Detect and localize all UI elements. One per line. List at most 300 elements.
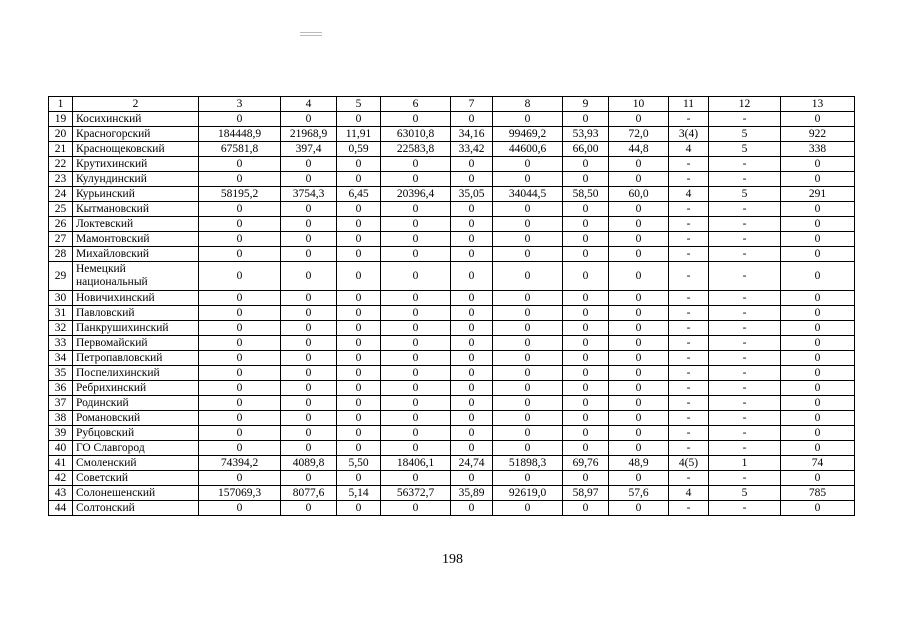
value-cell: 0 <box>381 306 451 321</box>
value-cell: 21968,9 <box>281 127 337 142</box>
district-name-cell: Поспелихинский <box>73 366 199 381</box>
value-cell: 0 <box>281 411 337 426</box>
value-cell: 0 <box>493 202 563 217</box>
value-cell: 0 <box>337 247 381 262</box>
value-cell: 0 <box>281 306 337 321</box>
value-cell: 0 <box>493 112 563 127</box>
value-cell: 0 <box>781 202 855 217</box>
value-cell: 0 <box>563 291 609 306</box>
value-cell: 0 <box>609 426 669 441</box>
value-cell: 0 <box>199 321 281 336</box>
value-cell: 0 <box>381 426 451 441</box>
table-row <box>49 127 855 142</box>
table-row <box>49 232 855 247</box>
value-cell: - <box>709 501 781 516</box>
district-name-cell: Петропавловский <box>73 351 199 366</box>
value-cell: - <box>709 217 781 232</box>
value-cell: 0 <box>781 411 855 426</box>
value-cell: 0 <box>381 291 451 306</box>
value-cell: 0 <box>781 217 855 232</box>
column-header-13: 13 <box>781 97 855 112</box>
value-cell: 0 <box>563 411 609 426</box>
value-cell: 0 <box>451 202 493 217</box>
district-name-cell: Новичихинский <box>73 291 199 306</box>
value-cell: 0 <box>609 157 669 172</box>
value-cell: 0 <box>451 471 493 486</box>
value-cell: 157069,3 <box>199 486 281 501</box>
district-name-cell: Краснощековский <box>73 142 199 157</box>
value-cell: 0 <box>451 426 493 441</box>
value-cell: 0 <box>281 441 337 456</box>
value-cell: 0 <box>781 291 855 306</box>
value-cell: 0 <box>493 262 563 291</box>
value-cell: 0 <box>381 381 451 396</box>
value-cell: 922 <box>781 127 855 142</box>
value-cell: 0 <box>381 112 451 127</box>
row-number-cell: 27 <box>49 232 73 247</box>
value-cell: 0 <box>337 366 381 381</box>
value-cell: 0 <box>781 112 855 127</box>
value-cell: 0 <box>337 306 381 321</box>
value-cell: 4 <box>669 486 709 501</box>
value-cell: 0 <box>781 426 855 441</box>
value-cell: 0 <box>337 381 381 396</box>
table-row <box>49 501 855 516</box>
value-cell: 338 <box>781 142 855 157</box>
value-cell: 0 <box>451 291 493 306</box>
value-cell: 0 <box>609 381 669 396</box>
row-number-cell: 43 <box>49 486 73 501</box>
value-cell: 0 <box>199 366 281 381</box>
value-cell: 0 <box>337 157 381 172</box>
district-data-table <box>48 96 855 516</box>
value-cell: 4 <box>669 187 709 202</box>
value-cell: 4(5) <box>669 456 709 471</box>
table-row <box>49 471 855 486</box>
value-cell: - <box>709 247 781 262</box>
value-cell: 0 <box>781 441 855 456</box>
value-cell: - <box>669 291 709 306</box>
column-header-3: 3 <box>199 97 281 112</box>
value-cell: - <box>669 501 709 516</box>
value-cell: 0 <box>781 351 855 366</box>
column-header-11: 11 <box>669 97 709 112</box>
value-cell: 0 <box>563 306 609 321</box>
value-cell: 0 <box>199 112 281 127</box>
value-cell: 0 <box>281 426 337 441</box>
value-cell: 0 <box>337 471 381 486</box>
value-cell: 0 <box>609 441 669 456</box>
value-cell: 0 <box>381 501 451 516</box>
value-cell: 0 <box>337 501 381 516</box>
value-cell: 5 <box>709 187 781 202</box>
row-number-cell: 19 <box>49 112 73 127</box>
value-cell: 0 <box>337 411 381 426</box>
table-row <box>49 456 855 471</box>
value-cell: 0 <box>609 321 669 336</box>
district-name-cell: Рубцовский <box>73 426 199 441</box>
value-cell: 92619,0 <box>493 486 563 501</box>
value-cell: 0 <box>281 501 337 516</box>
value-cell: 0 <box>381 217 451 232</box>
table-row <box>49 351 855 366</box>
value-cell: - <box>669 172 709 187</box>
value-cell: - <box>669 202 709 217</box>
value-cell: 0,59 <box>337 142 381 157</box>
district-name-cell: Мамонтовский <box>73 232 199 247</box>
value-cell: 5,14 <box>337 486 381 501</box>
value-cell: 0 <box>199 396 281 411</box>
value-cell: 0 <box>337 396 381 411</box>
value-cell: 0 <box>451 336 493 351</box>
value-cell: 0 <box>493 172 563 187</box>
value-cell: 0 <box>199 306 281 321</box>
value-cell: 0 <box>609 396 669 411</box>
value-cell: 0 <box>281 157 337 172</box>
district-name-cell: Кытмановский <box>73 202 199 217</box>
value-cell: - <box>669 217 709 232</box>
value-cell: 0 <box>609 291 669 306</box>
value-cell: 0 <box>337 321 381 336</box>
page-number: 198 <box>442 552 463 567</box>
value-cell: 0 <box>381 157 451 172</box>
value-cell: 0 <box>563 112 609 127</box>
value-cell: - <box>709 381 781 396</box>
value-cell: 0 <box>493 381 563 396</box>
table-row <box>49 441 855 456</box>
value-cell: 0 <box>493 247 563 262</box>
column-header-2: 2 <box>73 97 199 112</box>
value-cell: 0 <box>609 262 669 291</box>
value-cell: 0 <box>493 471 563 486</box>
value-cell: 11,91 <box>337 127 381 142</box>
value-cell: 5,50 <box>337 456 381 471</box>
value-cell: 291 <box>781 187 855 202</box>
value-cell: 0 <box>337 351 381 366</box>
value-cell: - <box>669 411 709 426</box>
value-cell: 0 <box>381 262 451 291</box>
value-cell: 0 <box>451 381 493 396</box>
value-cell: 0 <box>781 336 855 351</box>
value-cell: 0 <box>609 217 669 232</box>
value-cell: 0 <box>781 501 855 516</box>
value-cell: - <box>709 351 781 366</box>
value-cell: 0 <box>451 366 493 381</box>
table-row <box>49 187 855 202</box>
value-cell: 397,4 <box>281 142 337 157</box>
value-cell: 0 <box>781 321 855 336</box>
row-number-cell: 40 <box>49 441 73 456</box>
value-cell: - <box>709 441 781 456</box>
value-cell: 0 <box>381 396 451 411</box>
value-cell: 0 <box>563 351 609 366</box>
value-cell: 0 <box>493 217 563 232</box>
row-number-cell: 23 <box>49 172 73 187</box>
value-cell: 0 <box>199 262 281 291</box>
value-cell: - <box>709 471 781 486</box>
value-cell: 0 <box>493 351 563 366</box>
value-cell: 0 <box>493 426 563 441</box>
value-cell: 0 <box>381 366 451 381</box>
value-cell: 0 <box>563 471 609 486</box>
district-name-cell: Курьинский <box>73 187 199 202</box>
value-cell: 0 <box>381 411 451 426</box>
district-name-cell: Немецкий национальный <box>73 262 199 291</box>
value-cell: 44,8 <box>609 142 669 157</box>
value-cell: 0 <box>609 336 669 351</box>
value-cell: 63010,8 <box>381 127 451 142</box>
value-cell: 5 <box>709 142 781 157</box>
value-cell: 0 <box>563 247 609 262</box>
value-cell: 0 <box>199 426 281 441</box>
value-cell: 3754,3 <box>281 187 337 202</box>
value-cell: 35,89 <box>451 486 493 501</box>
value-cell: 0 <box>493 411 563 426</box>
value-cell: 0 <box>451 262 493 291</box>
value-cell: 0 <box>337 336 381 351</box>
data-table-container <box>48 96 855 516</box>
value-cell: - <box>669 262 709 291</box>
district-name-cell: Солонешенский <box>73 486 199 501</box>
table-row <box>49 142 855 157</box>
value-cell: 0 <box>281 232 337 247</box>
value-cell: - <box>669 471 709 486</box>
value-cell: 58,97 <box>563 486 609 501</box>
district-name-cell: Панкрушихинский <box>73 321 199 336</box>
value-cell: 0 <box>199 441 281 456</box>
row-number-cell: 34 <box>49 351 73 366</box>
value-cell: 0 <box>199 202 281 217</box>
row-number-cell: 30 <box>49 291 73 306</box>
value-cell: 0 <box>563 501 609 516</box>
table-row <box>49 172 855 187</box>
value-cell: 0 <box>281 112 337 127</box>
value-cell: 0 <box>451 501 493 516</box>
value-cell: 0 <box>281 202 337 217</box>
row-number-cell: 33 <box>49 336 73 351</box>
value-cell: 67581,8 <box>199 142 281 157</box>
value-cell: 0 <box>781 247 855 262</box>
value-cell: 0 <box>281 396 337 411</box>
value-cell: 0 <box>493 306 563 321</box>
column-header-8: 8 <box>493 97 563 112</box>
value-cell: 0 <box>563 441 609 456</box>
value-cell: 0 <box>781 381 855 396</box>
value-cell: 0 <box>281 366 337 381</box>
value-cell: 0 <box>609 247 669 262</box>
value-cell: 0 <box>337 112 381 127</box>
value-cell: - <box>709 112 781 127</box>
value-cell: 0 <box>337 291 381 306</box>
row-number-cell: 44 <box>49 501 73 516</box>
value-cell: 0 <box>451 306 493 321</box>
value-cell: 0 <box>493 336 563 351</box>
value-cell: 0 <box>381 321 451 336</box>
value-cell: - <box>709 232 781 247</box>
header-scribble-mark <box>300 30 322 44</box>
district-name-cell: ГО Славгород <box>73 441 199 456</box>
value-cell: 0 <box>281 381 337 396</box>
value-cell: 0 <box>337 262 381 291</box>
value-cell: 53,93 <box>563 127 609 142</box>
row-number-cell: 37 <box>49 396 73 411</box>
value-cell: 0 <box>609 172 669 187</box>
value-cell: 0 <box>451 396 493 411</box>
value-cell: 0 <box>493 291 563 306</box>
value-cell: 20396,4 <box>381 187 451 202</box>
value-cell: 0 <box>609 232 669 247</box>
row-number-cell: 41 <box>49 456 73 471</box>
district-name-cell: Косихинский <box>73 112 199 127</box>
value-cell: 0 <box>381 351 451 366</box>
value-cell: 0 <box>199 291 281 306</box>
value-cell: 0 <box>563 172 609 187</box>
value-cell: 0 <box>199 411 281 426</box>
column-header-5: 5 <box>337 97 381 112</box>
value-cell: - <box>709 426 781 441</box>
value-cell: 0 <box>199 157 281 172</box>
district-name-cell: Ребрихинский <box>73 381 199 396</box>
value-cell: 0 <box>337 232 381 247</box>
row-number-cell: 36 <box>49 381 73 396</box>
value-cell: 0 <box>781 172 855 187</box>
district-name-cell: Крутихинский <box>73 157 199 172</box>
table-row <box>49 366 855 381</box>
value-cell: 1 <box>709 456 781 471</box>
value-cell: 58195,2 <box>199 187 281 202</box>
value-cell: - <box>669 336 709 351</box>
value-cell: 0 <box>781 262 855 291</box>
value-cell: 0 <box>337 426 381 441</box>
value-cell: 0 <box>609 112 669 127</box>
value-cell: 0 <box>451 112 493 127</box>
table-row <box>49 381 855 396</box>
value-cell: 0 <box>781 232 855 247</box>
value-cell: 0 <box>451 217 493 232</box>
value-cell: 785 <box>781 486 855 501</box>
value-cell: 0 <box>781 157 855 172</box>
value-cell: 0 <box>493 232 563 247</box>
row-number-cell: 29 <box>49 262 73 291</box>
value-cell: 0 <box>781 396 855 411</box>
value-cell: 0 <box>493 321 563 336</box>
value-cell: 0 <box>281 471 337 486</box>
value-cell: - <box>709 157 781 172</box>
table-row <box>49 262 855 291</box>
value-cell: 0 <box>451 441 493 456</box>
value-cell: 0 <box>381 247 451 262</box>
value-cell: - <box>709 202 781 217</box>
value-cell: - <box>669 351 709 366</box>
value-cell: 0 <box>563 396 609 411</box>
table-row <box>49 112 855 127</box>
district-name-cell: Михайловский <box>73 247 199 262</box>
value-cell: 0 <box>563 366 609 381</box>
value-cell: 0 <box>199 232 281 247</box>
district-name-cell: Красногорский <box>73 127 199 142</box>
value-cell: 33,42 <box>451 142 493 157</box>
value-cell: 0 <box>451 321 493 336</box>
value-cell: 0 <box>781 306 855 321</box>
value-cell: 0 <box>199 351 281 366</box>
value-cell: 4 <box>669 142 709 157</box>
value-cell: 0 <box>451 157 493 172</box>
value-cell: 0 <box>281 172 337 187</box>
value-cell: - <box>709 336 781 351</box>
value-cell: 0 <box>281 321 337 336</box>
value-cell: - <box>669 112 709 127</box>
value-cell: 5 <box>709 127 781 142</box>
value-cell: 44600,6 <box>493 142 563 157</box>
value-cell: - <box>709 291 781 306</box>
table-row <box>49 217 855 232</box>
value-cell: 34,16 <box>451 127 493 142</box>
value-cell: 0 <box>381 441 451 456</box>
district-name-cell: Локтевский <box>73 217 199 232</box>
table-row <box>49 411 855 426</box>
value-cell: 0 <box>337 217 381 232</box>
row-number-cell: 42 <box>49 471 73 486</box>
value-cell: 0 <box>451 247 493 262</box>
table-body <box>49 112 855 516</box>
value-cell: 0 <box>563 321 609 336</box>
value-cell: 18406,1 <box>381 456 451 471</box>
column-header-6: 6 <box>381 97 451 112</box>
value-cell: 0 <box>281 262 337 291</box>
district-name-cell: Павловский <box>73 306 199 321</box>
value-cell: 0 <box>451 411 493 426</box>
value-cell: 35,05 <box>451 187 493 202</box>
value-cell: 0 <box>381 172 451 187</box>
row-number-cell: 32 <box>49 321 73 336</box>
value-cell: 0 <box>563 217 609 232</box>
row-number-cell: 28 <box>49 247 73 262</box>
value-cell: 0 <box>337 441 381 456</box>
value-cell: 0 <box>781 471 855 486</box>
value-cell: 0 <box>281 217 337 232</box>
value-cell: - <box>709 321 781 336</box>
value-cell: 0 <box>381 232 451 247</box>
row-number-cell: 35 <box>49 366 73 381</box>
value-cell: 0 <box>609 366 669 381</box>
row-number-cell: 31 <box>49 306 73 321</box>
district-name-cell: Кулундинский <box>73 172 199 187</box>
value-cell: 72,0 <box>609 127 669 142</box>
value-cell: 22583,8 <box>381 142 451 157</box>
table-row <box>49 202 855 217</box>
value-cell: 0 <box>493 441 563 456</box>
value-cell: 48,9 <box>609 456 669 471</box>
column-header-4: 4 <box>281 97 337 112</box>
value-cell: 0 <box>199 471 281 486</box>
district-name-cell: Солтонский <box>73 501 199 516</box>
value-cell: 0 <box>609 471 669 486</box>
value-cell: 74394,2 <box>199 456 281 471</box>
value-cell: 0 <box>199 247 281 262</box>
table-header-row <box>49 97 855 112</box>
row-number-cell: 20 <box>49 127 73 142</box>
district-name-cell: Романовский <box>73 411 199 426</box>
column-header-7: 7 <box>451 97 493 112</box>
value-cell: 60,0 <box>609 187 669 202</box>
value-cell: 4089,8 <box>281 456 337 471</box>
district-name-cell: Смоленский <box>73 456 199 471</box>
value-cell: 0 <box>609 351 669 366</box>
district-name-cell: Советский <box>73 471 199 486</box>
value-cell: - <box>669 426 709 441</box>
value-cell: 0 <box>563 336 609 351</box>
district-name-cell: Первомайский <box>73 336 199 351</box>
